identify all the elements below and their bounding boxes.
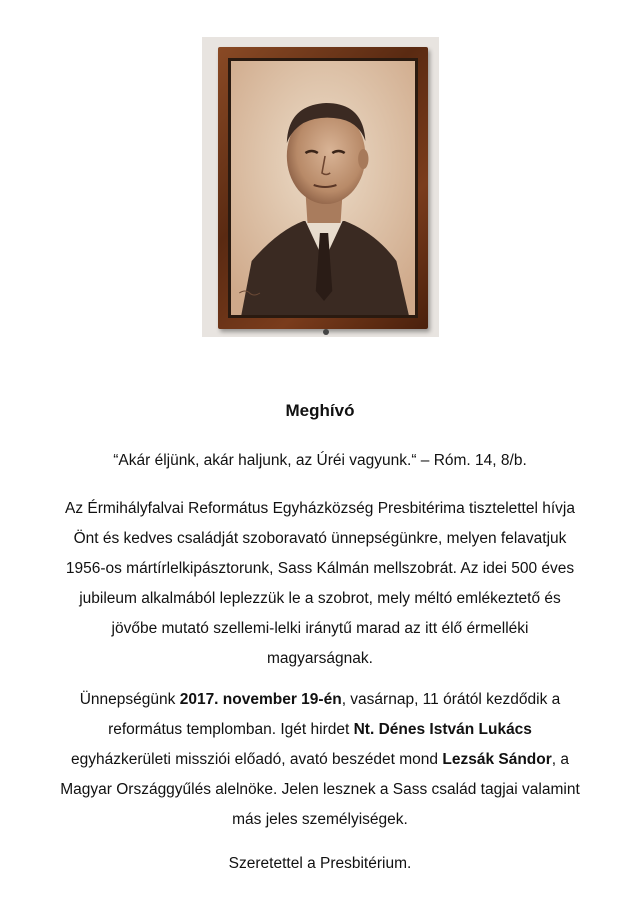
portrait-photo	[202, 37, 439, 337]
text-fragment: református templomban. Igét hirdet	[108, 721, 354, 738]
paragraph-line: más jeles személyiségek.	[232, 811, 408, 828]
bible-quote: “Akár éljünk, akár haljunk, az Úréi vagyunk.“ – Róm. 14, 8/b.	[113, 452, 527, 469]
paragraph-line: 1956-os mártírlelkipásztorunk, Sass Kálmán mellszobrát. Az idei 500 éves	[65, 560, 575, 577]
page-title: Meghívó	[285, 401, 355, 420]
paragraph-line: jövőbe mutató szellemi-lelki iránytű marad az itt élő érmelléki	[111, 620, 529, 637]
speaker-name: Lezsák Sándor	[442, 751, 552, 768]
text-fragment: egyházkerületi missziói előadó, avató beszédet mond	[71, 751, 443, 768]
preacher-name: Nt. Dénes István Lukács	[353, 721, 532, 738]
paragraph-line	[30, 745, 610, 775]
hanging-nail	[323, 329, 329, 335]
paragraph-line	[30, 715, 610, 745]
paragraph-line: Magyar Országgyűlés alelnöke. Jelen lesznek a Sass család tagjai valamint	[60, 781, 580, 798]
paragraph-line: Önt és kedves családját szoboravató ünnepségünkre, melyen felavatjuk	[73, 530, 567, 547]
paragraph-line: Az Érmihályfalvai Református Egyházközség Presbitérima tisztelettel hívja	[65, 500, 575, 517]
event-details-paragraph	[30, 685, 610, 835]
picture-frame	[218, 47, 428, 329]
paragraph-line: jubileum alkalmából leplezzük le a szobrot, mely méltó emlékeztető és	[79, 590, 561, 607]
paragraph-line: magyarságnak.	[267, 650, 373, 667]
invitation-paragraph	[30, 494, 610, 674]
text-fragment: Ünnepségünk	[79, 691, 180, 708]
paragraph-line	[30, 685, 610, 715]
portrait-drawing	[231, 61, 415, 315]
event-date: 2017. november 19-én	[179, 691, 342, 708]
text-fragment: , vasárnap, 11 órától kezdődik a	[341, 691, 561, 708]
text-fragment: , a	[551, 751, 569, 768]
signature: Szeretettel a Presbitérium.	[228, 855, 412, 872]
